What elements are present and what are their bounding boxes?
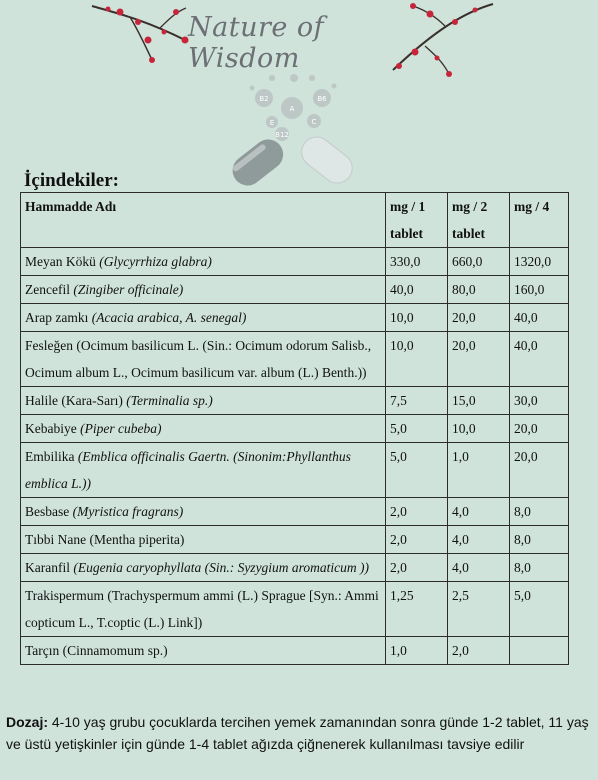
- amount-1-tablet: 1,0: [386, 637, 448, 665]
- contents-heading: İçindekiler:: [24, 170, 119, 191]
- latin-name: (Eugenia caryophyllata (Sin.: Syzygium aromaticum )): [73, 560, 370, 575]
- amount-4: 30,0: [510, 387, 569, 415]
- amount-2-tablet: 1,0: [448, 443, 510, 498]
- table-row: [21, 526, 569, 554]
- table-row: [21, 582, 569, 637]
- amount-4: 40,0: [510, 304, 569, 332]
- amount-4: 8,0: [510, 526, 569, 554]
- badge-b12: B12: [275, 131, 289, 139]
- amount-2-tablet: 660,0: [448, 248, 510, 276]
- amount-4: [510, 637, 569, 665]
- ingredient-name: Tarçın (Cinnamomum sp.): [21, 637, 386, 665]
- table-header-row: [21, 193, 569, 248]
- ingredient-name: Fesleğen (Ocimum basilicum L. (Sin.: Ocimum odorum Salisb., Ocimum album L., Ocimum basilicum var. album (L.) Benth.)): [21, 332, 386, 387]
- ingredients-table: [20, 192, 569, 665]
- amount-4: 40,0: [510, 332, 569, 387]
- header-mg-4: mg / 4: [510, 193, 569, 248]
- table-row: [21, 248, 569, 276]
- latin-name: (Piper cubeba): [80, 421, 162, 436]
- table-row: [21, 443, 569, 498]
- badge-a: A: [289, 105, 295, 113]
- badge-b2: B2: [259, 95, 269, 103]
- amount-2-tablet: 4,0: [448, 498, 510, 526]
- amount-1-tablet: 330,0: [386, 248, 448, 276]
- cherry-blossom-branch-right-icon: [385, 0, 495, 85]
- amount-2-tablet: 10,0: [448, 415, 510, 443]
- amount-2-tablet: 15,0: [448, 387, 510, 415]
- ingredient-name: Besbase (Myristica fragrans): [21, 498, 386, 526]
- ingredient-name: Zencefil (Zingiber officinale): [21, 276, 386, 304]
- vitamin-capsule-icon: [222, 58, 362, 186]
- amount-4: 8,0: [510, 554, 569, 582]
- amount-2-tablet: 4,0: [448, 526, 510, 554]
- amount-1-tablet: 2,0: [386, 554, 448, 582]
- ingredient-name: Kebabiye (Piper cubeba): [21, 415, 386, 443]
- cherry-blossom-branch-left-icon: [90, 0, 200, 80]
- amount-1-tablet: 5,0: [386, 443, 448, 498]
- latin-name: (Myristica fragrans): [72, 504, 184, 519]
- header-ingredient-name: Hammadde Adı: [21, 193, 386, 248]
- dosage-paragraph: [6, 712, 592, 755]
- amount-4: 8,0: [510, 498, 569, 526]
- brand-title: Nature of Wisdom: [188, 12, 325, 74]
- latin-name: (Terminalia sp.): [126, 393, 213, 408]
- ingredient-name: Embilika (Emblica officinalis Gaertn. (Sinonim:Phyllanthus emblica L.)): [21, 443, 386, 498]
- latin-name: (Emblica officinalis Gaertn. (Sinonim:Phyllanthus emblica L.)): [25, 449, 351, 491]
- latin-name: (Glycyrrhiza glabra): [99, 254, 212, 269]
- amount-1-tablet: 2,0: [386, 526, 448, 554]
- header: [0, 0, 598, 190]
- header-mg-2-tablet: mg / 2 tablet: [448, 193, 510, 248]
- dosage-text: 4-10 yaş grubu çocuklarda tercihen yemek zamanından sonra günde 1-2 tablet, 11 yaş ve üstü yetişkinler için günde 1-4 tablet ağızda çiğnenerek kullanılması tavsiye edilir: [6, 714, 589, 752]
- amount-4: 160,0: [510, 276, 569, 304]
- badge-c: C: [311, 118, 317, 126]
- amount-2-tablet: 20,0: [448, 304, 510, 332]
- ingredient-name: Karanfil (Eugenia caryophyllata (Sin.: Syzygium aromaticum )): [21, 554, 386, 582]
- amount-2-tablet: 2,5: [448, 582, 510, 637]
- amount-1-tablet: 10,0: [386, 304, 448, 332]
- latin-name: (Zingiber officinale): [73, 282, 184, 297]
- table-row: [21, 387, 569, 415]
- amount-1-tablet: 40,0: [386, 276, 448, 304]
- amount-4: 5,0: [510, 582, 569, 637]
- amount-1-tablet: 5,0: [386, 415, 448, 443]
- amount-4: 1320,0: [510, 248, 569, 276]
- ingredient-name: Tıbbi Nane (Mentha piperita): [21, 526, 386, 554]
- table-row: [21, 415, 569, 443]
- amount-1-tablet: 1,25: [386, 582, 448, 637]
- ingredient-name: Halile (Kara-Sarı) (Terminalia sp.): [21, 387, 386, 415]
- table-row: [21, 304, 569, 332]
- table-row: [21, 498, 569, 526]
- amount-1-tablet: 2,0: [386, 498, 448, 526]
- ingredient-name: Trakispermum (Trachyspermum ammi (L.) Sprague [Syn.: Ammi copticum L., T.coptic (L.) Link]): [21, 582, 386, 637]
- amount-1-tablet: 10,0: [386, 332, 448, 387]
- amount-4: 20,0: [510, 443, 569, 498]
- badge-e: E: [269, 119, 275, 127]
- ingredient-name: Meyan Kökü (Glycyrrhiza glabra): [21, 248, 386, 276]
- header-mg-1-tablet: mg / 1 tablet: [386, 193, 448, 248]
- amount-4: 20,0: [510, 415, 569, 443]
- amount-2-tablet: 2,0: [448, 637, 510, 665]
- ingredient-name: Arap zamkı (Acacia arabica, A. senegal): [21, 304, 386, 332]
- table-row: [21, 637, 569, 665]
- table-row: [21, 554, 569, 582]
- amount-1-tablet: 7,5: [386, 387, 448, 415]
- amount-2-tablet: 80,0: [448, 276, 510, 304]
- table-row: [21, 276, 569, 304]
- amount-2-tablet: 4,0: [448, 554, 510, 582]
- amount-2-tablet: 20,0: [448, 332, 510, 387]
- badge-b6: B6: [317, 95, 327, 103]
- table-row: [21, 332, 569, 387]
- latin-name: (Acacia arabica, A. senegal): [91, 310, 247, 325]
- dosage-label: Dozaj:: [6, 714, 48, 730]
